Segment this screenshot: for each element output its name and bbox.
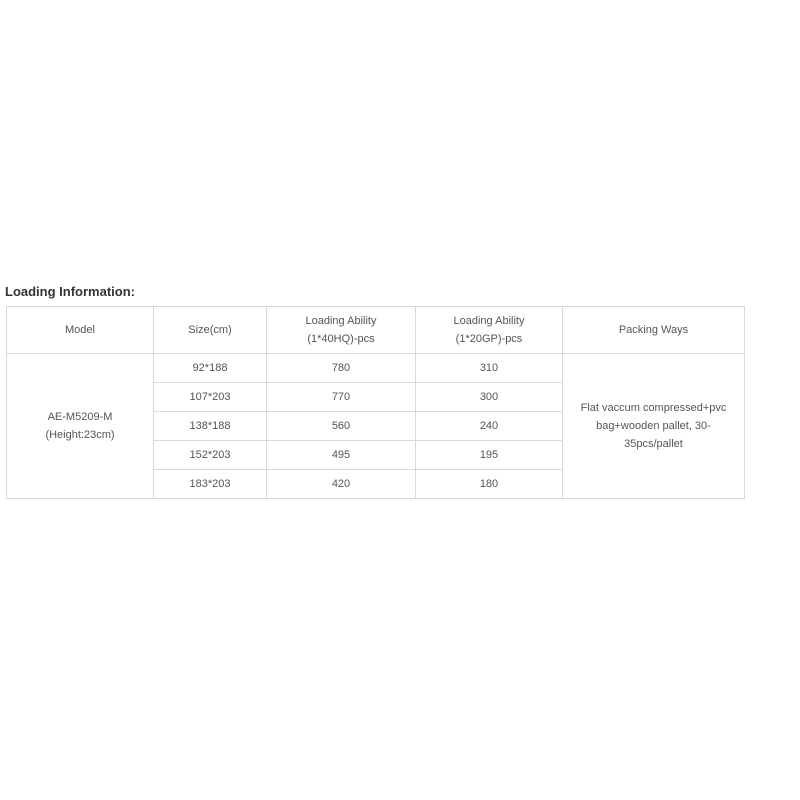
table-body bbox=[7, 354, 745, 499]
section-title: Loading Information: bbox=[5, 284, 135, 299]
gp-cell: 180 bbox=[416, 470, 563, 499]
hq-cell: 770 bbox=[267, 383, 416, 412]
model-name: AE-M5209-M bbox=[47, 411, 113, 423]
size-cell: 107*203 bbox=[154, 383, 267, 412]
header-model: Model bbox=[7, 307, 154, 354]
packing-line-3: 35pcs/pallet bbox=[624, 438, 683, 450]
hq-cell: 495 bbox=[267, 441, 416, 470]
header-loading-20gp-line2: (1*20GP)-pcs bbox=[455, 333, 523, 345]
hq-cell: 780 bbox=[267, 354, 416, 383]
gp-cell: 310 bbox=[416, 354, 563, 383]
hq-cell: 420 bbox=[267, 470, 416, 499]
size-cell: 138*188 bbox=[154, 412, 267, 441]
table-row bbox=[7, 354, 745, 383]
size-cell: 152*203 bbox=[154, 441, 267, 470]
table-header bbox=[7, 307, 745, 354]
size-cell: 183*203 bbox=[154, 470, 267, 499]
header-size: Size(cm) bbox=[154, 307, 267, 354]
gp-cell: 300 bbox=[416, 383, 563, 412]
header-loading-20gp bbox=[416, 307, 563, 354]
size-cell: 92*188 bbox=[154, 354, 267, 383]
header-loading-40hq-line1: Loading Ability bbox=[305, 315, 377, 327]
header-loading-40hq bbox=[267, 307, 416, 354]
packing-line-2: bag+wooden pallet, 30- bbox=[596, 420, 711, 432]
gp-cell: 195 bbox=[416, 441, 563, 470]
gp-cell: 240 bbox=[416, 412, 563, 441]
loading-information-table bbox=[6, 306, 745, 499]
packing-line-1: Flat vaccum compressed+pvc bbox=[580, 402, 727, 414]
hq-cell: 560 bbox=[267, 412, 416, 441]
header-packing-ways: Packing Ways bbox=[563, 307, 745, 354]
model-height: (Height:23cm) bbox=[45, 429, 115, 441]
header-row bbox=[7, 307, 745, 354]
header-loading-40hq-line2: (1*40HQ)-pcs bbox=[307, 333, 375, 345]
header-loading-20gp-line1: Loading Ability bbox=[453, 315, 525, 327]
packing-cell bbox=[563, 354, 745, 499]
model-cell bbox=[7, 354, 154, 499]
